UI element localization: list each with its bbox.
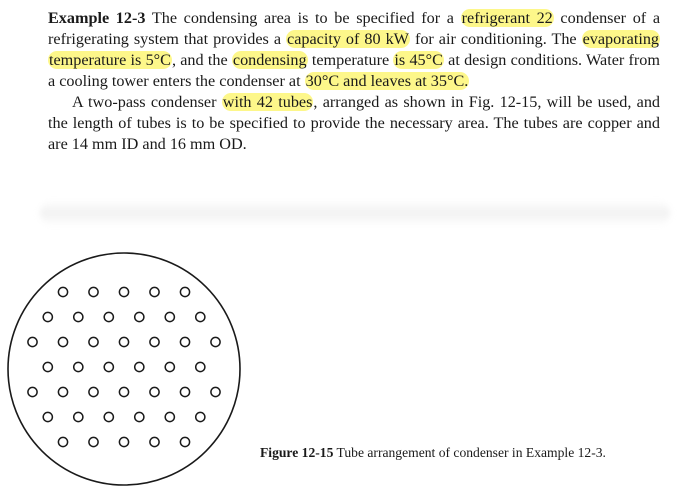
paragraph-2-text: A two-pass condenser	[72, 93, 222, 111]
tube-circle	[104, 412, 113, 421]
tube-circle	[165, 412, 174, 421]
tube-circle	[119, 437, 128, 446]
tube-circle	[165, 362, 174, 371]
tube-circle	[43, 312, 52, 321]
tube-circle	[58, 387, 67, 396]
tube-circle	[180, 437, 189, 446]
tube-circle	[119, 287, 128, 296]
tube-circle	[74, 362, 83, 371]
tube-circle	[196, 312, 205, 321]
tube-circle	[58, 337, 67, 346]
tube-circle	[119, 387, 128, 396]
paragraph-1-text: , and the	[171, 51, 232, 69]
figure-caption-text: Tube arrangement of condenser in Example 12-3.	[336, 445, 606, 460]
tube-circle	[165, 312, 174, 321]
tube-circle	[196, 362, 205, 371]
paragraph-1-highlight: condensing	[232, 51, 307, 69]
tube-circle	[104, 362, 113, 371]
tube-circle	[89, 437, 98, 446]
paragraph-1-text: condenser of a refrigerating system that provides a	[48, 9, 661, 48]
figure-caption-label: Figure 12-15	[260, 445, 334, 460]
tube-circle	[150, 437, 159, 446]
paragraph-1-highlight: 30°C and leaves at 35°C.	[305, 72, 469, 90]
tube-circle	[58, 287, 67, 296]
figure-caption	[260, 444, 650, 462]
tube-circle	[150, 337, 159, 346]
paragraph-1-highlight: is 45°C	[394, 51, 443, 69]
paragraph-1-highlight: refrigerant 22	[461, 9, 553, 27]
tube-circle	[89, 287, 98, 296]
tube-circle	[196, 412, 205, 421]
tube-circle	[135, 312, 144, 321]
tube-circle	[43, 362, 52, 371]
paragraph-2-highlight: with 42 tubes	[222, 93, 313, 111]
tube-circle	[104, 312, 113, 321]
paragraph-1-highlight: evaporating temperature is 5°C	[49, 30, 660, 69]
tube-circle	[119, 337, 128, 346]
tube-circle	[43, 412, 52, 421]
tube-circle	[89, 387, 98, 396]
tube-circle	[150, 387, 159, 396]
tube-circle	[28, 387, 37, 396]
tube-circle	[58, 437, 67, 446]
tube-circle	[180, 387, 189, 396]
tube-circle	[211, 387, 220, 396]
paragraph-1-text: at design conditions. Water from a cooling tower enters the condenser at	[48, 51, 660, 90]
example-label: Example 12-3	[48, 9, 146, 27]
tube-circle	[89, 337, 98, 346]
paragraph-2-text: , arranged as shown in Fig. 12-15, will be used, and the length of tubes is to be specified to provide the necessary area. The tubes are copper and are 14 mm ID and 16 mm OD.	[48, 93, 661, 153]
paragraph-1-text: The condensing area is to be specified for a	[145, 9, 461, 27]
tube-circle	[180, 287, 189, 296]
tube-circle	[74, 412, 83, 421]
tube-circle	[150, 287, 159, 296]
paragraph-1-text: temperature	[307, 51, 394, 69]
tube-circle	[180, 337, 189, 346]
tube-circle	[135, 412, 144, 421]
paragraph-1-highlight: capacity of 80 kW	[287, 30, 409, 48]
paragraph-1-text: for air conditioning. The	[409, 30, 582, 48]
tube-circle	[74, 312, 83, 321]
tube-circle	[135, 362, 144, 371]
tube-grid	[28, 287, 220, 446]
tube-circle	[28, 337, 37, 346]
tube-circle	[211, 337, 220, 346]
